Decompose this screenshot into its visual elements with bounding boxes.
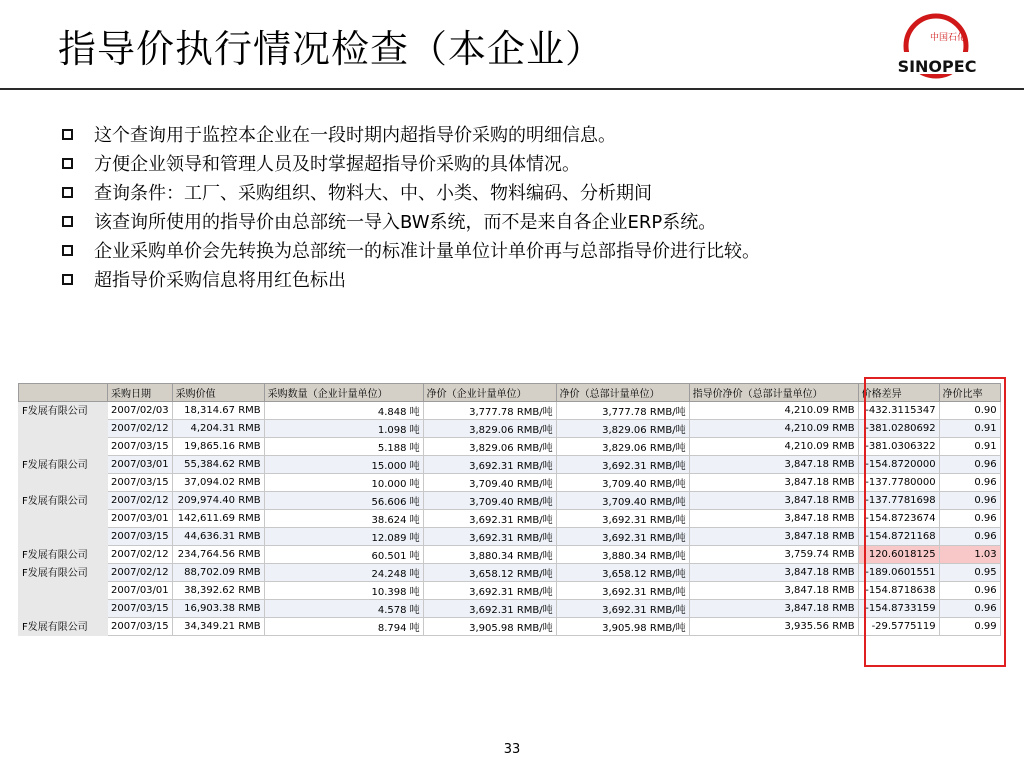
table-cell: 19,865.16 RMB (172, 438, 264, 456)
bullet-item (62, 269, 962, 292)
title-divider (0, 88, 1024, 90)
table-cell: 0.95 (939, 564, 1000, 582)
table-cell: 0.99 (939, 618, 1000, 636)
cell-company: F发展有限公司 (19, 618, 108, 636)
table-cell: 38.624 吨 (264, 510, 423, 528)
table-cell: 4,210.09 RMB (689, 438, 858, 456)
table-cell: 4,210.09 RMB (689, 402, 858, 420)
table-cell: 3,880.34 RMB/吨 (423, 546, 556, 564)
table-cell: 209,974.40 RMB (172, 492, 264, 510)
column-header-company (19, 384, 108, 402)
column-header-ratio: 净价比率 (939, 384, 1000, 402)
bullet-text: 企业采购单价会先转换为总部统一的标准计量单位计单价再与总部指导价进行比较。 (94, 241, 760, 262)
table-cell: 44,636.31 RMB (172, 528, 264, 546)
table-cell: 3,847.18 RMB (689, 528, 858, 546)
table-cell: 3,829.06 RMB/吨 (423, 420, 556, 438)
column-header-value: 采购价值 (172, 384, 264, 402)
table-cell: 2007/03/15 (108, 600, 173, 618)
table-cell: 2007/03/15 (108, 438, 173, 456)
table-row (19, 564, 1001, 582)
table-cell: 2007/02/12 (108, 420, 173, 438)
column-header-date: 采购日期 (108, 384, 173, 402)
table-cell: 234,764.56 RMB (172, 546, 264, 564)
table-cell: 3,709.40 RMB/吨 (423, 492, 556, 510)
table-cell: 120.6018125 (858, 546, 939, 564)
table-cell: 3,880.34 RMB/吨 (556, 546, 689, 564)
table-cell: 2007/03/15 (108, 528, 173, 546)
bullet-text: 超指导价采购信息将用红色标出 (94, 270, 346, 291)
procurement-table-wrapper (18, 383, 1001, 636)
table-row (19, 402, 1001, 420)
bullet-text: 该查询所使用的指导价由总部统一导入BW系统，而不是来自各企业ERP系统。 (94, 212, 717, 233)
column-header-net-hq: 净价（总部计量单位） (556, 384, 689, 402)
table-cell: -137.7780000 (858, 474, 939, 492)
table-cell: 10.398 吨 (264, 582, 423, 600)
table-cell: 3,692.31 RMB/吨 (556, 510, 689, 528)
table-cell: 3,709.40 RMB/吨 (423, 474, 556, 492)
page-title: 指导价执行情况检查（本企业） (58, 27, 605, 71)
table-cell: 2007/03/01 (108, 582, 173, 600)
table-cell: 10.000 吨 (264, 474, 423, 492)
table-cell: 0.96 (939, 528, 1000, 546)
table-row (19, 492, 1001, 510)
table-cell: 37,094.02 RMB (172, 474, 264, 492)
checkbox-bullet-icon (62, 274, 73, 285)
table-cell: 3,847.18 RMB (689, 474, 858, 492)
table-cell: 4,210.09 RMB (689, 420, 858, 438)
bullet-item (62, 182, 962, 205)
procurement-table (18, 383, 1001, 636)
table-cell: 2007/02/12 (108, 492, 173, 510)
table-cell: -154.8721168 (858, 528, 939, 546)
table-cell: 3,692.31 RMB/吨 (423, 456, 556, 474)
svg-text:中国石化: 中国石化 (929, 33, 967, 43)
table-cell: -154.8720000 (858, 456, 939, 474)
cell-company (19, 600, 108, 618)
table-cell: 24.248 吨 (264, 564, 423, 582)
bullet-text: 查询条件：工厂、采购组织、物料大、中、小类、物料编码、分析期间 (94, 183, 652, 204)
table-cell: 0.90 (939, 402, 1000, 420)
table-row (19, 600, 1001, 618)
checkbox-bullet-icon (62, 216, 73, 227)
table-cell: 3,847.18 RMB (689, 510, 858, 528)
table-cell: 0.96 (939, 510, 1000, 528)
cell-company: F发展有限公司 (19, 564, 108, 582)
table-cell: 3,847.18 RMB (689, 492, 858, 510)
table-cell: 2007/03/15 (108, 474, 173, 492)
table-row (19, 510, 1001, 528)
table-cell: 18,314.67 RMB (172, 402, 264, 420)
table-cell: 0.91 (939, 420, 1000, 438)
bullet-item (62, 124, 962, 147)
table-cell: 1.03 (939, 546, 1000, 564)
table-cell: 1.098 吨 (264, 420, 423, 438)
table-cell: 4.848 吨 (264, 402, 423, 420)
bullet-item (62, 240, 934, 263)
column-header-qty: 采购数量（企业计量单位） (264, 384, 423, 402)
table-cell: 4,204.31 RMB (172, 420, 264, 438)
cell-company: F发展有限公司 (19, 492, 108, 510)
table-cell: 60.501 吨 (264, 546, 423, 564)
table-cell: 3,905.98 RMB/吨 (556, 618, 689, 636)
table-cell: 2007/02/12 (108, 546, 173, 564)
cell-company: F发展有限公司 (19, 456, 108, 474)
table-cell: 16,903.38 RMB (172, 600, 264, 618)
table-cell: 3,692.31 RMB/吨 (423, 528, 556, 546)
table-cell: 15.000 吨 (264, 456, 423, 474)
table-cell: 3,709.40 RMB/吨 (556, 474, 689, 492)
cell-company: F发展有限公司 (19, 402, 108, 420)
table-cell: -381.0280692 (858, 420, 939, 438)
table-cell: 56.606 吨 (264, 492, 423, 510)
table-cell: -189.0601551 (858, 564, 939, 582)
column-header-guide-price: 指导价净价（总部计量单位） (689, 384, 858, 402)
table-cell: 88,702.09 RMB (172, 564, 264, 582)
table-cell: 2007/02/12 (108, 564, 173, 582)
table-cell: 3,692.31 RMB/吨 (556, 600, 689, 618)
table-cell: 3,777.78 RMB/吨 (423, 402, 556, 420)
table-cell: 3,829.06 RMB/吨 (423, 438, 556, 456)
cell-company (19, 528, 108, 546)
checkbox-bullet-icon (62, 245, 73, 256)
table-row (19, 582, 1001, 600)
table-row (19, 456, 1001, 474)
table-cell: 3,692.31 RMB/吨 (556, 528, 689, 546)
table-cell: 3,829.06 RMB/吨 (556, 438, 689, 456)
table-cell: 0.96 (939, 582, 1000, 600)
table-cell: 3,692.31 RMB/吨 (423, 600, 556, 618)
table-cell: -154.8723674 (858, 510, 939, 528)
table-cell: 2007/03/01 (108, 456, 173, 474)
table-row (19, 438, 1001, 456)
table-cell: -29.5775119 (858, 618, 939, 636)
table-cell: 3,829.06 RMB/吨 (556, 420, 689, 438)
table-cell: 3,847.18 RMB (689, 582, 858, 600)
cell-company (19, 420, 108, 438)
table-cell: 3,847.18 RMB (689, 564, 858, 582)
table-cell: 3,692.31 RMB/吨 (423, 582, 556, 600)
table-row (19, 618, 1001, 636)
table-cell: 3,692.31 RMB/吨 (423, 510, 556, 528)
table-header-row (19, 384, 1001, 402)
bullet-item (62, 211, 962, 234)
table-cell: 3,847.18 RMB (689, 456, 858, 474)
table-cell: -137.7781698 (858, 492, 939, 510)
checkbox-bullet-icon (62, 187, 73, 198)
cell-company: F发展有限公司 (19, 546, 108, 564)
sinopec-logo (896, 10, 978, 82)
table-cell: 0.96 (939, 474, 1000, 492)
checkbox-bullet-icon (62, 158, 73, 169)
table-cell: -381.0306322 (858, 438, 939, 456)
table-cell: 3,759.74 RMB (689, 546, 858, 564)
table-cell: 8.794 吨 (264, 618, 423, 636)
table-cell: 38,392.62 RMB (172, 582, 264, 600)
table-cell: 5.188 吨 (264, 438, 423, 456)
table-cell: 2007/03/15 (108, 618, 173, 636)
table-cell: 2007/02/03 (108, 402, 173, 420)
table-cell: 12.089 吨 (264, 528, 423, 546)
table-cell: 3,905.98 RMB/吨 (423, 618, 556, 636)
table-cell: 2007/03/01 (108, 510, 173, 528)
bullet-text: 这个查询用于监控本企业在一段时期内超指导价采购的明细信息。 (94, 125, 616, 146)
table-cell: 3,935.56 RMB (689, 618, 858, 636)
cell-company (19, 510, 108, 528)
table-cell: 0.96 (939, 492, 1000, 510)
table-cell: 0.96 (939, 600, 1000, 618)
table-cell: 3,709.40 RMB/吨 (556, 492, 689, 510)
cell-company (19, 474, 108, 492)
table-cell: -154.8733159 (858, 600, 939, 618)
table-cell: 4.578 吨 (264, 600, 423, 618)
table-cell: 0.91 (939, 438, 1000, 456)
bullet-text: 方便企业领导和管理人员及时掌握超指导价采购的具体情况。 (94, 154, 580, 175)
table-cell: 142,611.69 RMB (172, 510, 264, 528)
table-cell: 3,692.31 RMB/吨 (556, 582, 689, 600)
table-cell: -432.3115347 (858, 402, 939, 420)
table-row (19, 546, 1001, 564)
cell-company (19, 438, 108, 456)
table-cell: 3,658.12 RMB/吨 (423, 564, 556, 582)
table-cell: 3,847.18 RMB (689, 600, 858, 618)
svg-text:SINOPEC: SINOPEC (897, 57, 977, 76)
table-cell: -154.8718638 (858, 582, 939, 600)
cell-company (19, 582, 108, 600)
table-cell: 0.96 (939, 456, 1000, 474)
table-row (19, 420, 1001, 438)
bullet-item (62, 153, 962, 176)
table-cell: 3,658.12 RMB/吨 (556, 564, 689, 582)
column-header-net-enterprise: 净价（企业计量单位） (423, 384, 556, 402)
table-cell: 55,384.62 RMB (172, 456, 264, 474)
bullet-list (62, 124, 962, 298)
table-row (19, 528, 1001, 546)
table-row (19, 474, 1001, 492)
column-header-price-diff: 价格差异 (858, 384, 939, 402)
checkbox-bullet-icon (62, 129, 73, 140)
highlight-frame (864, 377, 1006, 667)
table-cell: 3,777.78 RMB/吨 (556, 402, 689, 420)
page-number: 33 (503, 742, 521, 757)
table-cell: 34,349.21 RMB (172, 618, 264, 636)
table-cell: 3,692.31 RMB/吨 (556, 456, 689, 474)
